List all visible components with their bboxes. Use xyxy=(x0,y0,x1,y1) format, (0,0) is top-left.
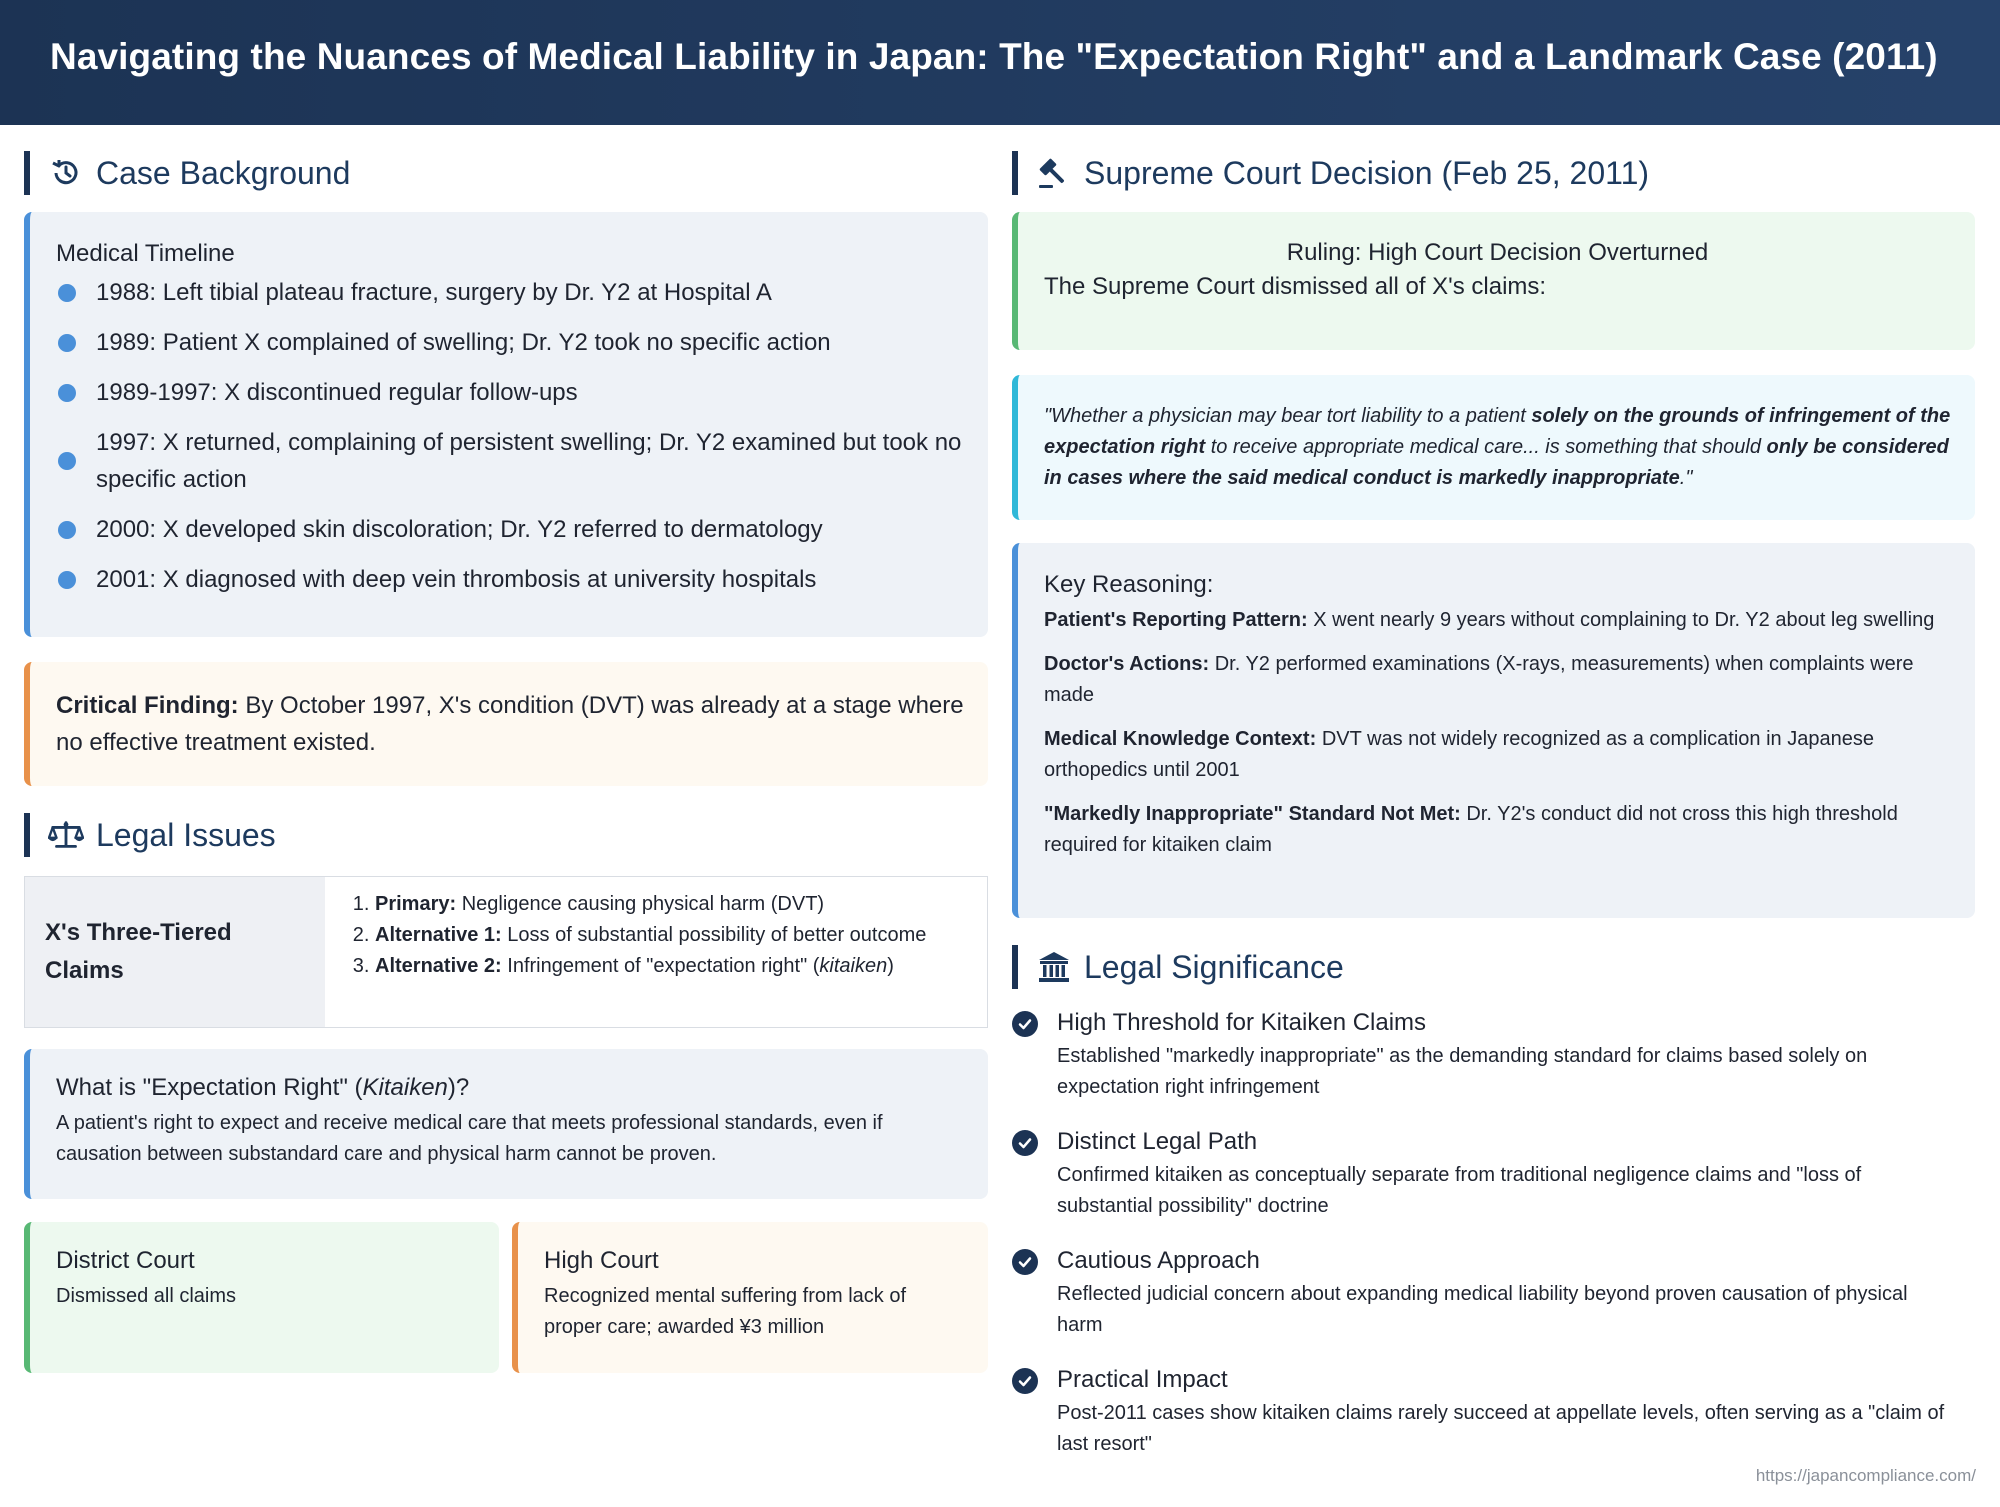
page-header xyxy=(0,0,2000,125)
ruling-title: Ruling: High Court Decision Overturned xyxy=(1286,239,1709,266)
legal-issues-title: Legal Issues xyxy=(96,816,276,853)
bullet-dot xyxy=(58,384,76,402)
high-court-card xyxy=(512,1222,988,1373)
critical-finding-card xyxy=(24,662,988,786)
check-circle-icon xyxy=(1012,1249,1038,1275)
claim-item: 1. Primary: Negligence causing physical harm (DVT) xyxy=(375,889,926,920)
decision-title: Supreme Court Decision (Feb 25, 2011) xyxy=(1084,154,1650,191)
reasoning-item: Patient's Reporting Pattern: X went nearly 9 years without complaining to Dr. Y2 about leg swelling xyxy=(1044,609,1935,631)
timeline-title: Medical Timeline xyxy=(56,240,235,267)
ruling-text: The Supreme Court dismissed all of X's claims: xyxy=(1044,273,1547,300)
bullet-dot xyxy=(58,334,76,352)
critical-finding-text: By October 1997, X's condition (DVT) was already at a stage where no effective treatment existed. xyxy=(56,692,964,756)
expectation-right-card xyxy=(24,1049,988,1199)
claim-item: 2. Alternative 1: Loss of substantial possibility of better outcome xyxy=(375,920,926,951)
timeline-item: 1989-1997: X discontinued regular follow-ups xyxy=(56,374,964,411)
district-court-card xyxy=(24,1222,499,1373)
significance-item xyxy=(1012,1124,1975,1224)
timeline-item: 2000: X developed skin discoloration; Dr. Y2 referred to dermatology xyxy=(56,511,964,548)
significance-item xyxy=(1012,1005,1975,1105)
reasoning-item: "Markedly Inappropriate" Standard Not Met: Dr. Y2's conduct did not cross this high threshold required for kitaiken claim xyxy=(1044,803,1898,856)
reasoning-item: Medical Knowledge Context: DVT was not widely recognized as a complication in Japanese orthopedics until 2001 xyxy=(1044,728,1874,781)
significance-item xyxy=(1012,1362,1975,1462)
case-background-title: Case Background xyxy=(96,154,351,191)
significance-heading xyxy=(1012,945,1344,989)
significance-item-title: Distinct Legal Path xyxy=(1057,1128,1258,1155)
significance-item-title: Cautious Approach xyxy=(1057,1247,1260,1274)
courthouse-icon xyxy=(1036,949,1072,985)
timeline-item: 1988: Left tibial plateau fracture, surgery by Dr. Y2 at Hospital A xyxy=(56,274,964,311)
quote-card: "Whether a physician may bear tort liability to a patient solely on the grounds of infringement of the expectation right to receive appropriate medical care... is something that should only be considered in cases where the said medical conduct is markedly inappropriate." xyxy=(1012,375,1975,520)
decision-heading xyxy=(1012,151,1649,195)
significance-item-desc: Established "markedly inappropriate" as the demanding standard for claims based solely on expectation right infringement xyxy=(1057,1045,1868,1098)
bullet-dot xyxy=(58,521,76,539)
timeline-list xyxy=(56,274,964,598)
legal-issues-heading xyxy=(24,813,276,857)
footer-url: https://japancompliance.com/ xyxy=(1755,1466,1976,1485)
expectation-right-title: What is "Expectation Right" (Kitaiken)? xyxy=(56,1074,470,1101)
history-icon xyxy=(48,155,84,191)
claims-list xyxy=(325,877,946,1027)
expectation-right-text: A patient's right to expect and receive medical care that meets professional standards, even if causation between substandard care and physical harm cannot be proven. xyxy=(56,1112,883,1165)
significance-item-desc: Post-2011 cases show kitaiken claims rarely succeed at appellate levels, often serving as a "claim of last resort" xyxy=(1057,1402,1945,1455)
high-court-title: High Court xyxy=(544,1247,659,1274)
bullet-dot xyxy=(58,452,76,470)
check-circle-icon xyxy=(1012,1011,1038,1037)
bullet-dot xyxy=(58,571,76,589)
bullet-dot xyxy=(58,284,76,302)
significance-title: Legal Significance xyxy=(1084,948,1344,985)
significance-item-title: High Threshold for Kitaiken Claims xyxy=(1057,1009,1427,1036)
significance-item-title: Practical Impact xyxy=(1057,1366,1228,1393)
timeline-item: 2001: X diagnosed with deep vein thrombosis at university hospitals xyxy=(56,561,964,598)
district-court-text: Dismissed all claims xyxy=(56,1285,237,1307)
key-reasoning-title: Key Reasoning: xyxy=(1044,571,1214,598)
gavel-icon xyxy=(1036,155,1072,191)
scales-icon xyxy=(48,817,84,853)
check-circle-icon xyxy=(1012,1368,1038,1394)
claim-item: 3. Alternative 2: Infringement of "expectation right" (kitaiken) xyxy=(375,951,926,982)
significance-item xyxy=(1012,1243,1975,1343)
claims-table xyxy=(24,876,988,1028)
district-court-title: District Court xyxy=(56,1247,195,1274)
critical-finding-label: Critical Finding: xyxy=(56,692,239,719)
page-title: Navigating the Nuances of Medical Liability in Japan: The "Expectation Right" and a Landmark Case (2011) xyxy=(50,36,1938,77)
check-circle-icon xyxy=(1012,1130,1038,1156)
high-court-text: Recognized mental suffering from lack of proper care; awarded ¥3 million xyxy=(544,1285,907,1338)
medical-timeline-card xyxy=(24,212,988,637)
timeline-item: 1997: X returned, complaining of persistent swelling; Dr. Y2 examined but took no specific action xyxy=(56,424,964,498)
timeline-item: 1989: Patient X complained of swelling; Dr. Y2 took no specific action xyxy=(56,324,964,361)
key-reasoning-card xyxy=(1012,543,1975,918)
case-background-heading xyxy=(24,151,350,195)
claims-header: X's Three-Tiered Claims xyxy=(25,877,325,1027)
significance-item-desc: Confirmed kitaiken as conceptually separate from traditional negligence claims and "loss of substantial possibility" doctrine xyxy=(1057,1164,1862,1217)
ruling-card xyxy=(1012,212,1975,350)
reasoning-item: Doctor's Actions: Dr. Y2 performed examinations (X-rays, measurements) when complaints were made xyxy=(1044,653,1914,706)
significance-item-desc: Reflected judicial concern about expanding medical liability beyond proven causation of physical harm xyxy=(1057,1283,1908,1336)
